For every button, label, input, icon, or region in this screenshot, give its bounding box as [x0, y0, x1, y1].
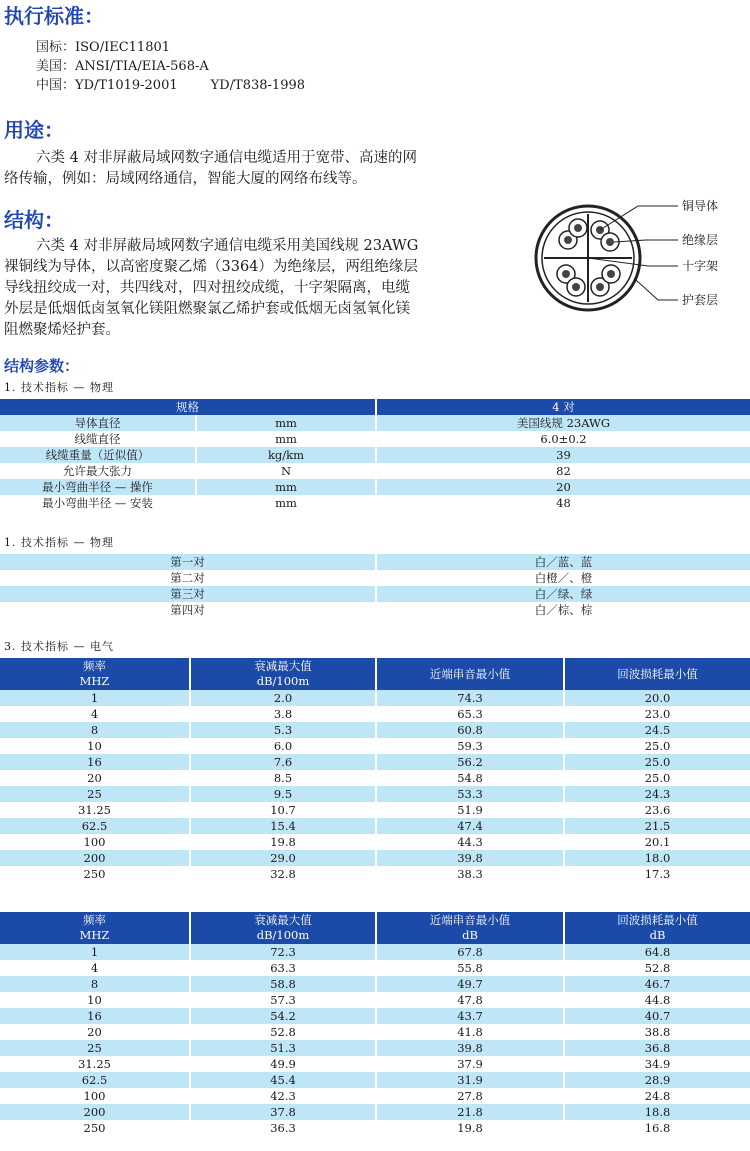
header-label: 衰减最大值 [254, 913, 312, 927]
cell: 82 [376, 463, 750, 479]
table-body [0, 690, 750, 882]
cell: 37.8 [190, 1104, 376, 1120]
cell: 最小弯曲半径 — 操作 [0, 479, 196, 495]
cell: 第三对 [0, 586, 376, 602]
cell: 53.3 [376, 786, 564, 802]
cell: 54.2 [190, 1008, 376, 1024]
table-row [0, 690, 750, 706]
cell: 100 [0, 834, 190, 850]
cell: 导体直径 [0, 415, 196, 431]
cell: 24.8 [564, 1088, 750, 1104]
standard-intl: 国标：ISO/IEC11801 [36, 40, 171, 55]
table-row [0, 554, 750, 570]
header-unit: MHZ [79, 674, 110, 688]
cell: 64.8 [564, 944, 750, 960]
cell: 19.8 [190, 834, 376, 850]
header-unit: dB/100m [256, 674, 310, 688]
table-row [0, 738, 750, 754]
cell: 51.3 [190, 1040, 376, 1056]
table-row [0, 850, 750, 866]
cell: 7.6 [190, 754, 376, 770]
cell: 3.8 [190, 706, 376, 722]
cell: 200 [0, 1104, 190, 1120]
cell: mm [196, 495, 376, 511]
cell: 10 [0, 738, 190, 754]
cell: 18.0 [564, 850, 750, 866]
cell: 28.9 [564, 1072, 750, 1088]
cell: 200 [0, 850, 190, 866]
structure-line: 导线扭绞成一对，共四线对，四对扭绞成缆，十字架隔离，电缆 [4, 280, 410, 296]
table-row [0, 802, 750, 818]
cell: 49.9 [190, 1056, 376, 1072]
cell: 44.8 [564, 992, 750, 1008]
cell: 8 [0, 976, 190, 992]
table-row [0, 1120, 750, 1136]
table-row [0, 495, 750, 511]
cell: 63.3 [190, 960, 376, 976]
header-label: 近端串音最小值 [429, 666, 511, 681]
cell: 37.9 [376, 1056, 564, 1072]
cell: 9.5 [190, 786, 376, 802]
cell: 32.8 [190, 866, 376, 882]
table-row [0, 976, 750, 992]
structure-paragraph [4, 236, 418, 341]
cell: 49.7 [376, 976, 564, 992]
table-row [0, 786, 750, 802]
table1-title: 1. 技术指标 — 物理 [4, 381, 114, 394]
cell: 20.1 [564, 834, 750, 850]
table-row [0, 479, 750, 495]
cell: 40.7 [564, 1008, 750, 1024]
cell: 白／棕、棕 [376, 602, 750, 618]
cell: 8.5 [190, 770, 376, 786]
header-unit: dB [462, 928, 478, 942]
header-unit: dB/100m [256, 928, 310, 942]
cell: 第二对 [0, 570, 376, 586]
header-atten [190, 912, 376, 944]
cell: 67.8 [376, 944, 564, 960]
cell: 47.4 [376, 818, 564, 834]
label-jacket: 护套层 [682, 293, 719, 307]
cell: 52.8 [564, 960, 750, 976]
header-spec: 规格 [0, 399, 376, 415]
cell: 250 [0, 1120, 190, 1136]
cell: 20 [0, 770, 190, 786]
cell: kg/km [196, 447, 376, 463]
table-row [0, 1040, 750, 1056]
cell: 24.5 [564, 722, 750, 738]
cell: 25.0 [564, 770, 750, 786]
table-row [0, 960, 750, 976]
header-freq [0, 658, 190, 690]
cell: 48 [376, 495, 750, 511]
cell: 23.6 [564, 802, 750, 818]
cell: 39.8 [376, 1040, 564, 1056]
table-row [0, 754, 750, 770]
header-next [376, 912, 564, 944]
cell: 美国线规 23AWG [376, 415, 750, 431]
cell: 10.7 [190, 802, 376, 818]
label-conductor: 铜导体 [682, 199, 719, 213]
table-row [0, 944, 750, 960]
table-row [0, 834, 750, 850]
cell: 31.9 [376, 1072, 564, 1088]
table-row [0, 1072, 750, 1088]
table-row [0, 570, 750, 586]
cell: 25 [0, 1040, 190, 1056]
cell: 5.3 [190, 722, 376, 738]
cell: 白橙／、橙 [376, 570, 750, 586]
standard-us: 美国：ANSI/TIA/EIA-568-A [36, 59, 209, 74]
cell: 34.9 [564, 1056, 750, 1072]
cell: 19.8 [376, 1120, 564, 1136]
cell: 线缆重量（近似值） [0, 447, 196, 463]
cell: 36.8 [564, 1040, 750, 1056]
header-next [376, 658, 564, 690]
cell: 25 [0, 786, 190, 802]
label-insulation: 绝缘层 [682, 233, 719, 247]
leader-jacket [636, 280, 678, 300]
cell: 20 [376, 479, 750, 495]
cell: 55.8 [376, 960, 564, 976]
cell: 36.3 [190, 1120, 376, 1136]
cell: 72.3 [190, 944, 376, 960]
cell: 8 [0, 722, 190, 738]
table-row [0, 770, 750, 786]
cell: 42.3 [190, 1088, 376, 1104]
table-row [0, 722, 750, 738]
cell: 39 [376, 447, 750, 463]
cable-cross-section-diagram [528, 190, 750, 330]
electrical-table-2 [0, 912, 750, 1136]
cell: 23.0 [564, 706, 750, 722]
cell: 白／绿、绿 [376, 586, 750, 602]
cell: 57.3 [190, 992, 376, 1008]
cell: 20.0 [564, 690, 750, 706]
cell: 4 [0, 706, 190, 722]
cell: 4 [0, 960, 190, 976]
cell: 15.4 [190, 818, 376, 834]
cell: 25.0 [564, 738, 750, 754]
cell: 74.3 [376, 690, 564, 706]
table-row [0, 1008, 750, 1024]
cell: 17.3 [564, 866, 750, 882]
cell: 62.5 [0, 1072, 190, 1088]
cell: 24.3 [564, 786, 750, 802]
cell: 白／蓝、蓝 [376, 554, 750, 570]
cell: 31.25 [0, 1056, 190, 1072]
table3-title: 3. 技术指标 — 电气 [4, 640, 114, 653]
table-row [0, 447, 750, 463]
table-row [0, 992, 750, 1008]
cell: 52.8 [190, 1024, 376, 1040]
cell: 第一对 [0, 554, 376, 570]
label-cross-filler: 十字架 [682, 259, 719, 273]
cell: 20 [0, 1024, 190, 1040]
table-row [0, 463, 750, 479]
cell: 最小弯曲半径 — 安装 [0, 495, 196, 511]
cell: 46.7 [564, 976, 750, 992]
header-atten [190, 658, 376, 690]
table-row [0, 431, 750, 447]
table-body [0, 944, 750, 1136]
header-label: 回波损耗最小值 [617, 666, 698, 681]
table-row [0, 586, 750, 602]
cell: 2.0 [190, 690, 376, 706]
cell: 65.3 [376, 706, 564, 722]
cell: 29.0 [190, 850, 376, 866]
table-row [0, 1024, 750, 1040]
cell: N [196, 463, 376, 479]
physical-spec-table [0, 399, 750, 511]
cell: 39.8 [376, 850, 564, 866]
cell: 47.8 [376, 992, 564, 1008]
table-row [0, 1088, 750, 1104]
header-return-loss [564, 912, 750, 944]
cell: 允许最大张力 [0, 463, 196, 479]
usage-paragraph [4, 148, 417, 190]
table-row [0, 1056, 750, 1072]
cell: 1 [0, 944, 190, 960]
usage-title: 用途： [4, 118, 64, 142]
cell: 38.8 [564, 1024, 750, 1040]
header-unit: MHZ [79, 928, 110, 942]
cell: 43.7 [376, 1008, 564, 1024]
cell: mm [196, 479, 376, 495]
structure-line: 外层是低烟低卤氢氧化镁阻燃聚氯乙烯护套或低烟无卤氢氧化镁 [4, 301, 410, 317]
cell: 250 [0, 866, 190, 882]
cell: 100 [0, 1088, 190, 1104]
cell: 58.8 [190, 976, 376, 992]
table-header-row [0, 912, 750, 944]
cell: 56.2 [376, 754, 564, 770]
cell: 1 [0, 690, 190, 706]
cell: 51.9 [376, 802, 564, 818]
usage-line: 六类 4 对非屏蔽局域网数字通信电缆适用于宽带、高速的网 [36, 150, 417, 166]
table-header-row [0, 399, 750, 415]
table-row [0, 1104, 750, 1120]
cell: 25.0 [564, 754, 750, 770]
cell: 16 [0, 1008, 190, 1024]
cell: 60.8 [376, 722, 564, 738]
cell: 第四对 [0, 602, 376, 618]
structure-line: 阻燃聚烯烃护套。 [4, 322, 120, 338]
cell: 18.8 [564, 1104, 750, 1120]
structure-line: 六类 4 对非屏蔽局域网数字通信电缆采用美国线规 23AWG [36, 238, 419, 254]
cell: 线缆直径 [0, 431, 196, 447]
header-label: 频率 [83, 659, 106, 673]
table-row [0, 818, 750, 834]
cell: 27.8 [376, 1088, 564, 1104]
header-label: 衰减最大值 [254, 659, 312, 673]
table-row [0, 415, 750, 431]
header-label: 频率 [83, 913, 106, 927]
cell: 6.0±0.2 [376, 431, 750, 447]
cell: 21.5 [564, 818, 750, 834]
standards-title: 执行标准： [4, 4, 104, 28]
header-unit: dB [649, 928, 666, 942]
cell: 16.8 [564, 1120, 750, 1136]
cell: 44.3 [376, 834, 564, 850]
cell: 59.3 [376, 738, 564, 754]
header-label: 近端串音最小值 [429, 913, 511, 927]
cell: 10 [0, 992, 190, 1008]
cell: mm [196, 415, 376, 431]
cell: 16 [0, 754, 190, 770]
table-row [0, 706, 750, 722]
electrical-table-1 [0, 658, 750, 882]
cell: 21.8 [376, 1104, 564, 1120]
cell: 31.25 [0, 802, 190, 818]
table2-title: 1. 技术指标 — 物理 [4, 536, 114, 549]
standard-cn: 中国：YD/T1019-2001 YD/T838-1998 [36, 78, 306, 93]
cell: 45.4 [190, 1072, 376, 1088]
structure-line: 裸铜线为导体，以高密度聚乙烯（3364）为绝缘层，两组绝缘层 [4, 259, 418, 275]
cell: 54.8 [376, 770, 564, 786]
cell: 38.3 [376, 866, 564, 882]
table-row [0, 866, 750, 882]
cell: 41.8 [376, 1024, 564, 1040]
header-freq [0, 912, 190, 944]
cell: mm [196, 431, 376, 447]
table-row [0, 602, 750, 618]
cell: 6.0 [190, 738, 376, 754]
table-header-row [0, 658, 750, 690]
header-label: 回波损耗最小值 [617, 913, 698, 927]
cell: 62.5 [0, 818, 190, 834]
header-4pair: 4 对 [376, 399, 750, 415]
pair-color-table [0, 554, 750, 618]
structure-title: 结构： [4, 208, 64, 232]
usage-line: 络传输，例如：局域网络通信，智能大厦的网络布线等。 [4, 171, 367, 187]
params-title: 结构参数： [4, 357, 80, 375]
header-return-loss [564, 658, 750, 690]
